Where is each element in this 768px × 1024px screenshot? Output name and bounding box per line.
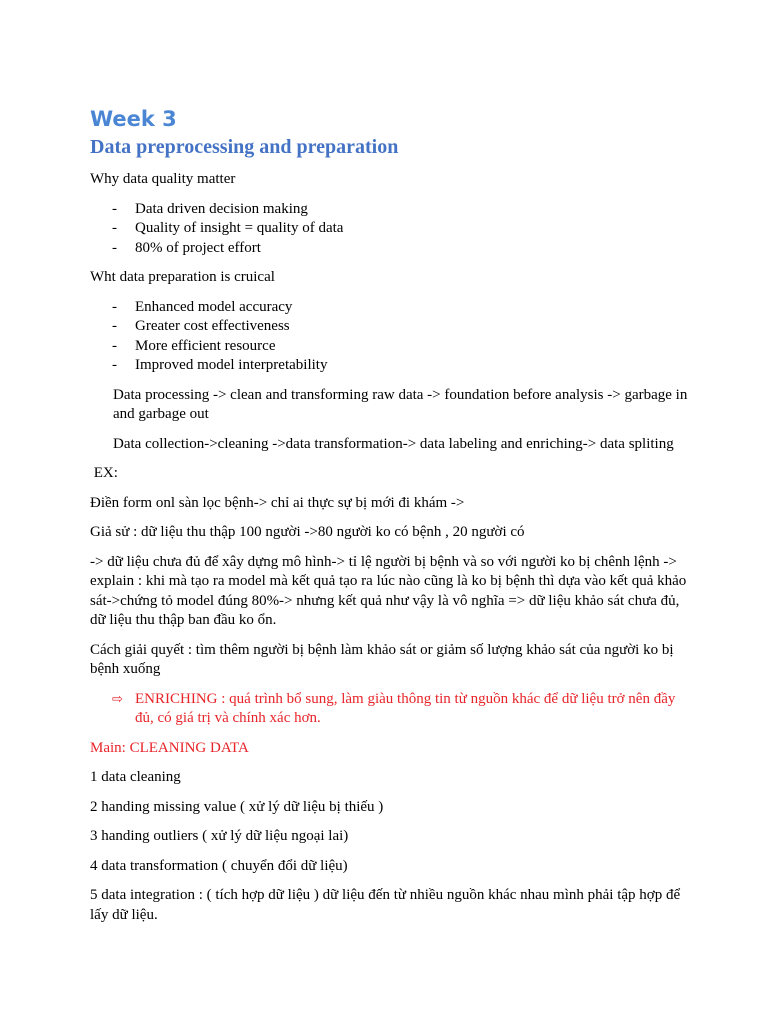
step-item: 5 data integration : ( tích hợp dữ liệu ) dữ liệu đến từ nhiều nguồn khác nhau mình phải tập hợp để lấy dữ liệu. <box>90 887 681 923</box>
dash-bullet: - <box>112 337 117 354</box>
example-label: EX: <box>90 465 118 481</box>
dash-bullet: - <box>112 318 117 334</box>
list-item: - Quality of insight = quality of data <box>90 219 690 239</box>
list-item: - Greater cost effectiveness <box>90 317 690 337</box>
dash-bullet: - <box>112 357 117 373</box>
page-title: Week 3 <box>90 107 177 131</box>
dash-bullet: - <box>112 200 117 217</box>
section-quality-title: Why data quality matter <box>90 171 236 187</box>
page-subtitle: Data preprocessing and preparation <box>90 136 399 158</box>
dash-bullet: - <box>112 239 117 256</box>
list-item: - Enhanced model accuracy <box>90 298 690 318</box>
form-paragraph: Điền form onl sàn lọc bệnh-> chỉ ai thực sự bị mới đi khám -> <box>90 494 465 511</box>
arrow-right-outline-icon: ⇨ <box>112 691 123 707</box>
list-item: - More efficient resource <box>90 337 690 357</box>
document-page <box>90 104 690 935</box>
assume-paragraph: Giả sử : dữ liệu thu thập 100 người ->80 người ko có bệnh , 20 người có <box>90 524 525 540</box>
quality-list <box>90 200 690 259</box>
enriching-text: ENRICHING : quá trình bổ sung, làm giàu thông tin từ nguồn khác để dữ liệu trở nên đầy đủ, có giá trị và chính xác hơn. <box>135 690 676 726</box>
section-preparation-title: Wht data preparation is cruical <box>90 269 275 285</box>
processing-paragraph: Data processing -> clean and transforming raw data -> foundation before analysis -> garbage in and garbage out <box>113 386 688 422</box>
main-cleaning-heading: Main: CLEANING DATA <box>90 739 249 756</box>
step-item: 2 handing missing value ( xử lý dữ liệu bị thiếu ) <box>90 798 384 815</box>
list-item: - Improved model interpretability <box>90 356 690 376</box>
enriching-note <box>90 690 690 729</box>
solution-paragraph: Cách giải quyết : tìm thêm người bị bệnh làm khảo sát or giảm số lượng khảo sát của người ko bị bệnh xuống <box>90 641 674 677</box>
list-item: - 80% of project effort <box>90 239 690 259</box>
explain-paragraph: -> dữ liệu chưa đủ để xây dựng mô hình-> tỉ lệ người bị bệnh và so với người ko bị chênh lệnh -> explain : khi mà tạo ra model mà kết quả tạo ra lúc nào cũng là ko bị bệnh thì dựa vào kết quả khảo sát->chứng tỏ model đúng 80%-> nhưng kết quả như vậy là vô nghĩa => dữ liệu khảo sát chưa đủ, dữ liệu thu thập ban đầu ko ổn. <box>90 553 687 628</box>
step-item: 1 data cleaning <box>90 769 181 785</box>
dash-bullet: - <box>112 220 117 236</box>
step-item: 3 handing outliers ( xử lý dữ liệu ngoại lai) <box>90 828 349 844</box>
preparation-list <box>90 298 690 376</box>
dash-bullet: - <box>112 298 117 315</box>
step-item: 4 data transformation ( chuyển đổi dữ liệu) <box>90 857 348 874</box>
list-item: - Data driven decision making <box>90 200 690 220</box>
collection-paragraph: Data collection->cleaning ->data transformation-> data labeling and enriching-> data spliting <box>113 435 674 452</box>
